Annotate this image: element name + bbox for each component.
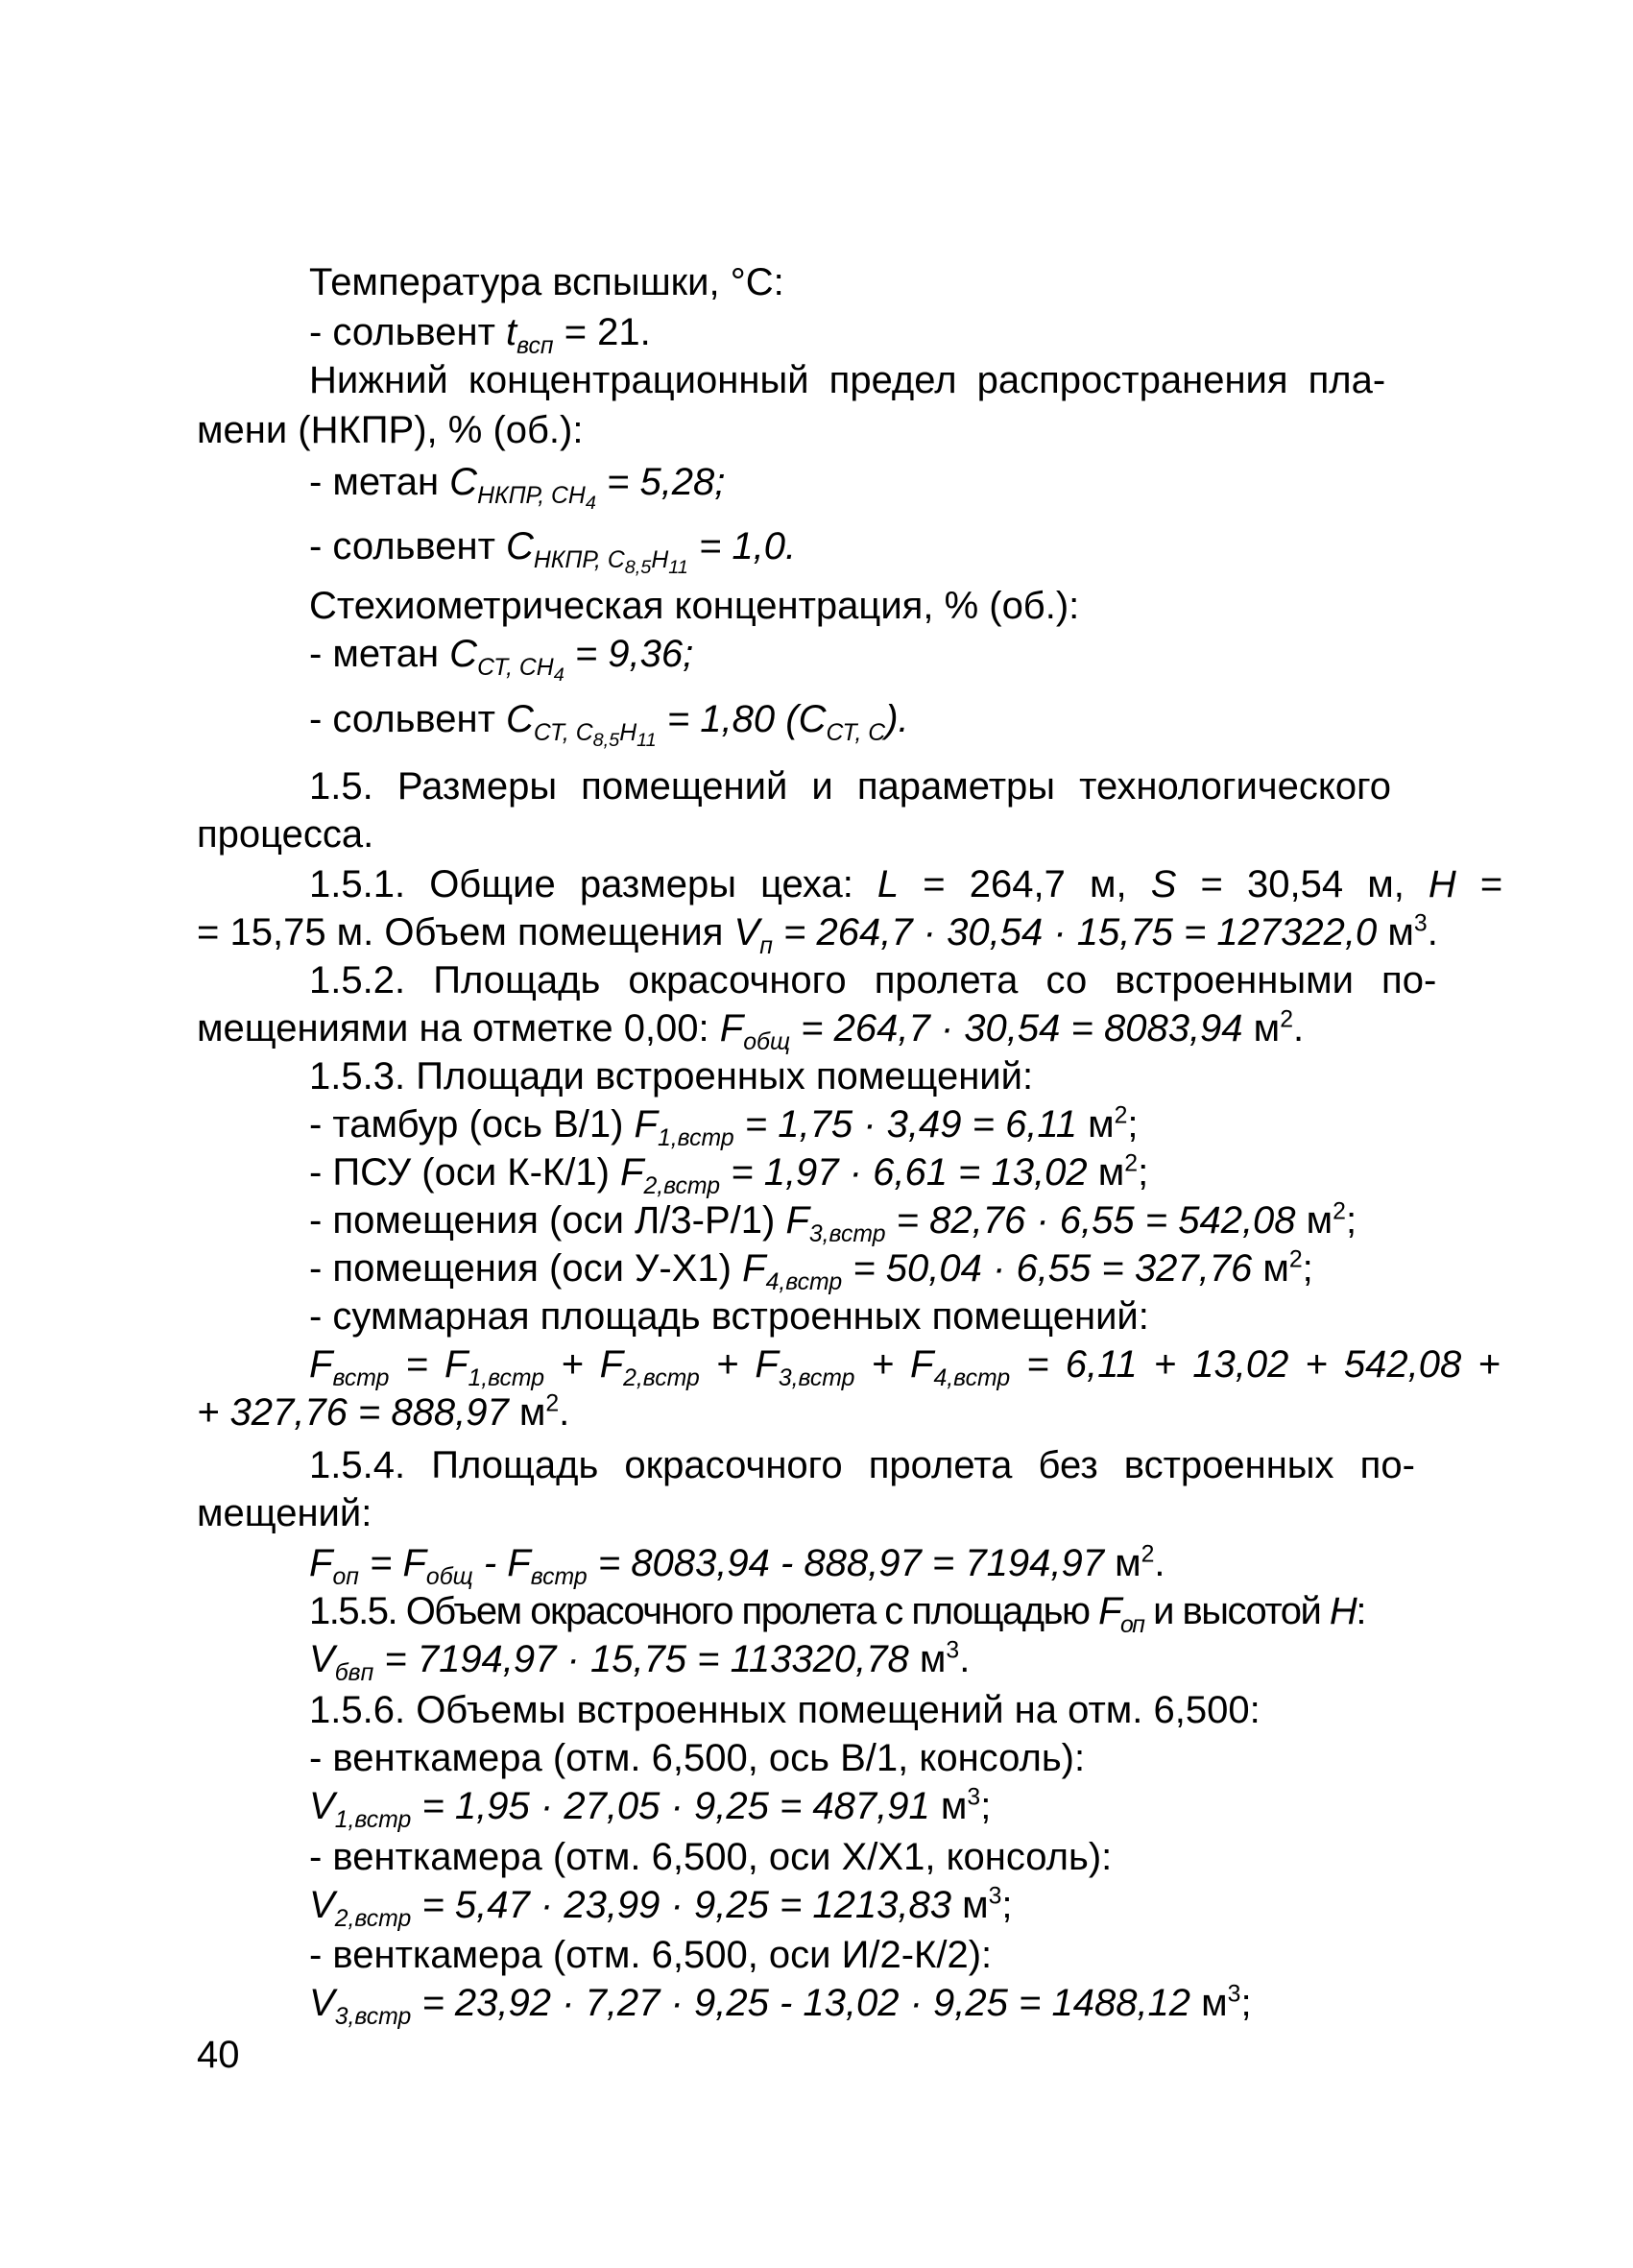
math: F xyxy=(309,1343,333,1386)
superscript: 2 xyxy=(1280,1006,1293,1033)
math: = 1,75 · 3,49 = 6,11 xyxy=(733,1103,1077,1146)
superscript: 2 xyxy=(545,1390,560,1417)
text: - метан xyxy=(309,633,450,675)
unit: м xyxy=(1242,1007,1281,1050)
formula-line xyxy=(309,1197,1357,1247)
subscript: общ xyxy=(743,1029,791,1055)
text: - сольвент xyxy=(309,698,506,740)
subscript: Н xyxy=(651,547,669,573)
text: ; xyxy=(1001,1884,1013,1926)
text: 1.5.3. Площади встроенных помещений: xyxy=(309,1055,1034,1098)
math: = 1,80 (C xyxy=(656,698,827,740)
text-line xyxy=(309,1588,1365,1638)
math: F xyxy=(634,1103,658,1146)
text: = 15,75 м. Объем помещения xyxy=(197,911,734,953)
math: = 1,95 · 27,05 · 9,25 = 487,91 xyxy=(411,1785,930,1827)
formula-line xyxy=(309,459,726,514)
text: - венткамера (отм. 6,500, оси Х/Х1, консоль): xyxy=(309,1836,1113,1878)
text: . xyxy=(1292,1007,1305,1050)
text: - венткамера (отм. 6,500, оси И/2-К/2): xyxy=(309,1934,993,1976)
unit: м xyxy=(508,1391,546,1434)
text: - сольвент xyxy=(309,311,506,353)
math: L xyxy=(877,863,900,905)
unit: м xyxy=(1076,1103,1115,1146)
section-heading: 1.5. Размеры помещений и параметры технологического xyxy=(309,765,1392,808)
text: ; xyxy=(1302,1247,1313,1290)
text: - метан xyxy=(309,461,450,503)
text-line-justified xyxy=(197,861,1503,907)
unit: м xyxy=(1252,1247,1289,1290)
subscript: СТ, СН xyxy=(477,655,554,681)
math: = 1,97 · 6,61 = 13,02 xyxy=(720,1151,1088,1194)
text-line xyxy=(309,1687,1261,1733)
subscript: 11 xyxy=(668,556,688,578)
text: ; xyxy=(1138,1151,1149,1194)
text: ; xyxy=(1240,1982,1252,2024)
math: = 23,92 · 7,27 · 9,25 - 13,02 · 9,25 = 1488,12 xyxy=(411,1982,1191,2024)
math: C xyxy=(506,525,534,567)
text: - сольвент xyxy=(309,525,506,567)
formula-line xyxy=(309,1783,992,1833)
unit: м xyxy=(908,1638,947,1680)
text: . xyxy=(1427,911,1438,953)
subscript: общ xyxy=(425,1564,473,1590)
math: = 5,47 · 23,99 · 9,25 = 1213,83 xyxy=(411,1884,951,1926)
formula-line xyxy=(309,1540,1165,1590)
heading-line xyxy=(197,763,1419,809)
math: = 82,76 · 6,55 = 542,08 xyxy=(885,1199,1296,1242)
formula-line xyxy=(309,696,909,751)
text xyxy=(197,861,1502,907)
unit: м xyxy=(929,1785,968,1827)
subscript: СТ, С xyxy=(533,720,593,746)
subscript: 2,встр xyxy=(334,1906,412,1932)
math: H xyxy=(1329,1590,1357,1632)
text: 1.5.1. Общие размеры цеха: xyxy=(309,863,877,905)
subscript: 4,встр xyxy=(765,1269,843,1295)
subscript: Н xyxy=(619,720,637,746)
subscript: всп xyxy=(516,333,554,359)
subscript: СТ, С xyxy=(826,720,886,746)
math: F xyxy=(620,1151,644,1194)
text-line-justified xyxy=(197,357,1419,403)
subscript: встр xyxy=(530,1564,588,1590)
subscript: 8,5 xyxy=(592,729,620,751)
formula-line xyxy=(197,1005,1305,1055)
subscript: 1,встр xyxy=(334,1807,412,1833)
math: V xyxy=(309,1638,335,1680)
formula-line xyxy=(309,1341,1501,1391)
text-line xyxy=(197,1490,372,1536)
text: 1.5.5. Объем окрасочного пролета с площадью xyxy=(309,1590,1099,1632)
text-line xyxy=(309,1735,1085,1781)
text: процесса. xyxy=(197,813,374,856)
subscript: 1,встр xyxy=(468,1365,545,1391)
superscript: 3 xyxy=(946,1637,960,1664)
text: - суммарная площадь встроенных помещений: xyxy=(309,1295,1149,1338)
subscript: 1,встр xyxy=(657,1125,734,1151)
text: - венткамера (отм. 6,500, ось В/1, консоль): xyxy=(309,1737,1086,1779)
formula-line xyxy=(309,1101,1139,1151)
formula-line xyxy=(309,1245,1313,1295)
subscript: 3,встр xyxy=(808,1221,886,1247)
text: . xyxy=(1154,1542,1165,1584)
text: : xyxy=(1356,1590,1365,1632)
math: V xyxy=(309,1982,335,2024)
math: + F xyxy=(699,1343,779,1386)
text: . xyxy=(559,1391,570,1434)
math: = 8083,94 - 888,97 = 7194,97 xyxy=(587,1542,1104,1584)
subscript: 11 xyxy=(636,729,657,751)
superscript: 3 xyxy=(1227,1981,1241,2008)
formula-line xyxy=(309,1149,1149,1199)
math: = 264,7 · 30,54 = 8083,94 xyxy=(790,1007,1243,1050)
page-number: 40 xyxy=(197,2034,240,2076)
math: + 327,76 = 888,97 xyxy=(197,1391,509,1434)
text-line-justified xyxy=(197,957,1437,1003)
superscript: 2 xyxy=(1141,1541,1155,1568)
text: ; xyxy=(1127,1103,1139,1146)
text: = 264,7 м, xyxy=(899,863,1151,905)
math: = 1,0. xyxy=(687,525,797,567)
text-line xyxy=(309,1834,1112,1880)
text: Нижний концентрационный предел распространения пла- xyxy=(309,359,1386,401)
text: - тамбур (ось В/1) xyxy=(309,1103,635,1146)
superscript: 3 xyxy=(967,1784,981,1811)
formula-line xyxy=(309,1882,1013,1932)
formula-line xyxy=(309,631,694,686)
unit: м xyxy=(1087,1151,1125,1194)
subscript: оп xyxy=(1120,1612,1144,1638)
text: Стехиометрическая концентрация, % (об.): xyxy=(309,585,1080,627)
text-line-justified xyxy=(197,1442,1419,1488)
subscript: 4,встр xyxy=(933,1365,1011,1391)
math: ). xyxy=(885,698,909,740)
formula-line xyxy=(309,1980,1252,2030)
text-line xyxy=(197,407,583,453)
math: F xyxy=(742,1247,766,1290)
text: 1.5.6. Объемы встроенных помещений на отм. 6,500: xyxy=(309,1689,1261,1731)
math: F xyxy=(719,1007,744,1050)
text-line xyxy=(309,259,784,305)
math: = 5,28; xyxy=(595,461,726,503)
text: 1.5.2. Площадь окрасочного пролета со встроенными по- xyxy=(309,959,1437,1001)
subscript: бвп xyxy=(334,1660,374,1686)
math: = 9,36; xyxy=(564,633,694,675)
subscript: 4 xyxy=(585,492,596,514)
text-line xyxy=(197,811,373,857)
subscript: 3,встр xyxy=(778,1365,855,1391)
text: ; xyxy=(980,1785,992,1827)
math: = 50,04 · 6,55 = 327,76 xyxy=(842,1247,1253,1290)
formula-line xyxy=(309,1636,971,1686)
superscript: 2 xyxy=(1124,1150,1139,1177)
math: C xyxy=(449,461,478,503)
subscript: 2,встр xyxy=(623,1365,700,1391)
text: = xyxy=(1455,863,1503,905)
text: мещений: xyxy=(197,1492,372,1534)
unit: м xyxy=(1103,1542,1141,1584)
math: = 6,11 + 13,02 + 542,08 + xyxy=(1010,1343,1501,1386)
math: t xyxy=(506,311,517,353)
text: = 21. xyxy=(553,311,651,353)
math: H xyxy=(1428,863,1456,905)
math: + F xyxy=(854,1343,934,1386)
subscript: встр xyxy=(332,1365,390,1391)
math: F xyxy=(1098,1590,1121,1632)
subscript: 3,встр xyxy=(334,2004,412,2030)
text: мещениями на отметке 0,00: xyxy=(197,1007,720,1050)
text: - помещения (оси У-Х1) xyxy=(309,1247,743,1290)
text-line xyxy=(309,1053,1033,1099)
formula-line xyxy=(197,1389,569,1436)
text-line xyxy=(309,1293,1149,1339)
superscript: 2 xyxy=(1288,1246,1303,1273)
superscript: 2 xyxy=(1114,1102,1128,1129)
math: F xyxy=(309,1542,333,1584)
math: = F xyxy=(389,1343,468,1386)
formula-line xyxy=(197,909,1438,959)
math: = 7194,97 · 15,75 = 113320,78 xyxy=(373,1638,909,1680)
math: V xyxy=(309,1884,335,1926)
superscript: 2 xyxy=(1333,1198,1346,1225)
superscript: 3 xyxy=(988,1883,1002,1910)
math: = 264,7 · 30,54 · 15,75 = 127322,0 xyxy=(772,911,1378,953)
text-line xyxy=(309,309,651,359)
math: - F xyxy=(472,1542,531,1584)
math: + F xyxy=(544,1343,624,1386)
text: Температура вспышки, °С: xyxy=(309,261,784,303)
text: и высотой xyxy=(1143,1590,1330,1632)
formula xyxy=(309,1341,1501,1391)
text: . xyxy=(959,1638,971,1680)
superscript: 3 xyxy=(1413,910,1428,937)
subscript: 8,5 xyxy=(624,556,652,578)
subscript: 2,встр xyxy=(643,1173,721,1199)
text: ; xyxy=(1345,1199,1357,1242)
text: = 30,54 м, xyxy=(1176,863,1429,905)
text: - помещения (оси Л/3-Р/1) xyxy=(309,1199,786,1242)
math: V xyxy=(733,911,760,953)
text-line xyxy=(309,1932,992,1978)
math: = F xyxy=(358,1542,426,1584)
math: S xyxy=(1150,863,1177,905)
unit: м xyxy=(951,1884,989,1926)
subscript: оп xyxy=(332,1564,359,1590)
subscript: п xyxy=(759,933,773,959)
math: C xyxy=(449,633,478,675)
subscript: 4 xyxy=(553,664,564,686)
formula-line xyxy=(309,523,797,578)
math: F xyxy=(785,1199,809,1242)
math: V xyxy=(309,1785,335,1827)
subscript: НКПР, С xyxy=(533,547,625,573)
unit: м xyxy=(1377,911,1414,953)
text: мени (НКПР), % (об.): xyxy=(197,409,584,451)
subscript: НКПР, СН xyxy=(477,483,586,509)
math: C xyxy=(506,698,534,740)
text-line xyxy=(309,583,1079,629)
text: 1.5.4. Площадь окрасочного пролета без встроенных по- xyxy=(309,1444,1415,1486)
unit: м xyxy=(1190,1982,1228,2024)
unit: м xyxy=(1295,1199,1333,1242)
text: - ПСУ (оси К-К/1) xyxy=(309,1151,621,1194)
